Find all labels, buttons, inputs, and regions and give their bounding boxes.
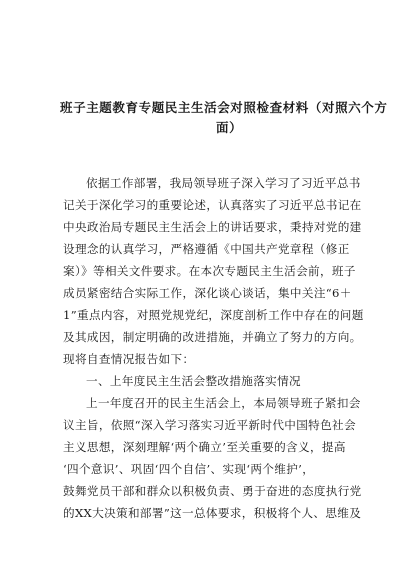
document-title-line-1: 班子主题教育专题民主生活会对照检查材料（对照六个方 (60, 100, 388, 115)
body-line-8: 及其成因，制定明确的改进措施，并确立了努力的方向。 (63, 330, 362, 344)
section-1-line-2: 议主旨，依照“深入学习落实习近平新时代中国特色社会 (63, 418, 356, 432)
section-1-line-5: 鼓舞党员干部和群众以积极负责、勇于奋进的态度执行党 (63, 484, 362, 498)
body-line-7: 1”重点内容，对照党规党纪，深度剖析工作中存在的问题 (63, 308, 364, 322)
body-line-3: 中央政治局专题民主生活会上的讲话要求，秉持对党的建 (63, 220, 362, 234)
body-line-5: 案）》等相关文件要求。在本次专题民主生活会前，班子 (63, 264, 356, 278)
body-line-6: 成员紧密结合实际工作，深化谈心谈话，集中关注“6＋ (63, 286, 352, 300)
body-line-4: 设理念的认真学习，严格遵循《中国共产党章程（修正 (63, 242, 350, 256)
section-1-line-4: ‘四个意识’、巩固‘四个自信’、实现‘两个维护’， (63, 462, 315, 476)
section-heading-1: 一、上年度民主生活会整改措施落实情况 (86, 374, 301, 388)
section-1-line-6: 的XX大决策和部署”这一总体要求，积极将个人、思维及 (63, 506, 362, 520)
body-line-9: 现将自查情况报告如下： (63, 352, 195, 366)
section-1-line-1: 上一年度召开的民主生活会上，本局领导班子紧扣会 (86, 396, 361, 410)
document-title-line-2: 面） (216, 120, 243, 135)
body-line-1: 依据工作部署，我局领导班子深入学习了习近平总书 (86, 176, 361, 190)
body-line-2: 记关于深化学习的重要论述，认真落实了习近平总书记在 (63, 198, 362, 212)
section-1-line-3: 主义思想，深刻理解‘两个确立’至关重要的含义，提高 (63, 440, 346, 454)
